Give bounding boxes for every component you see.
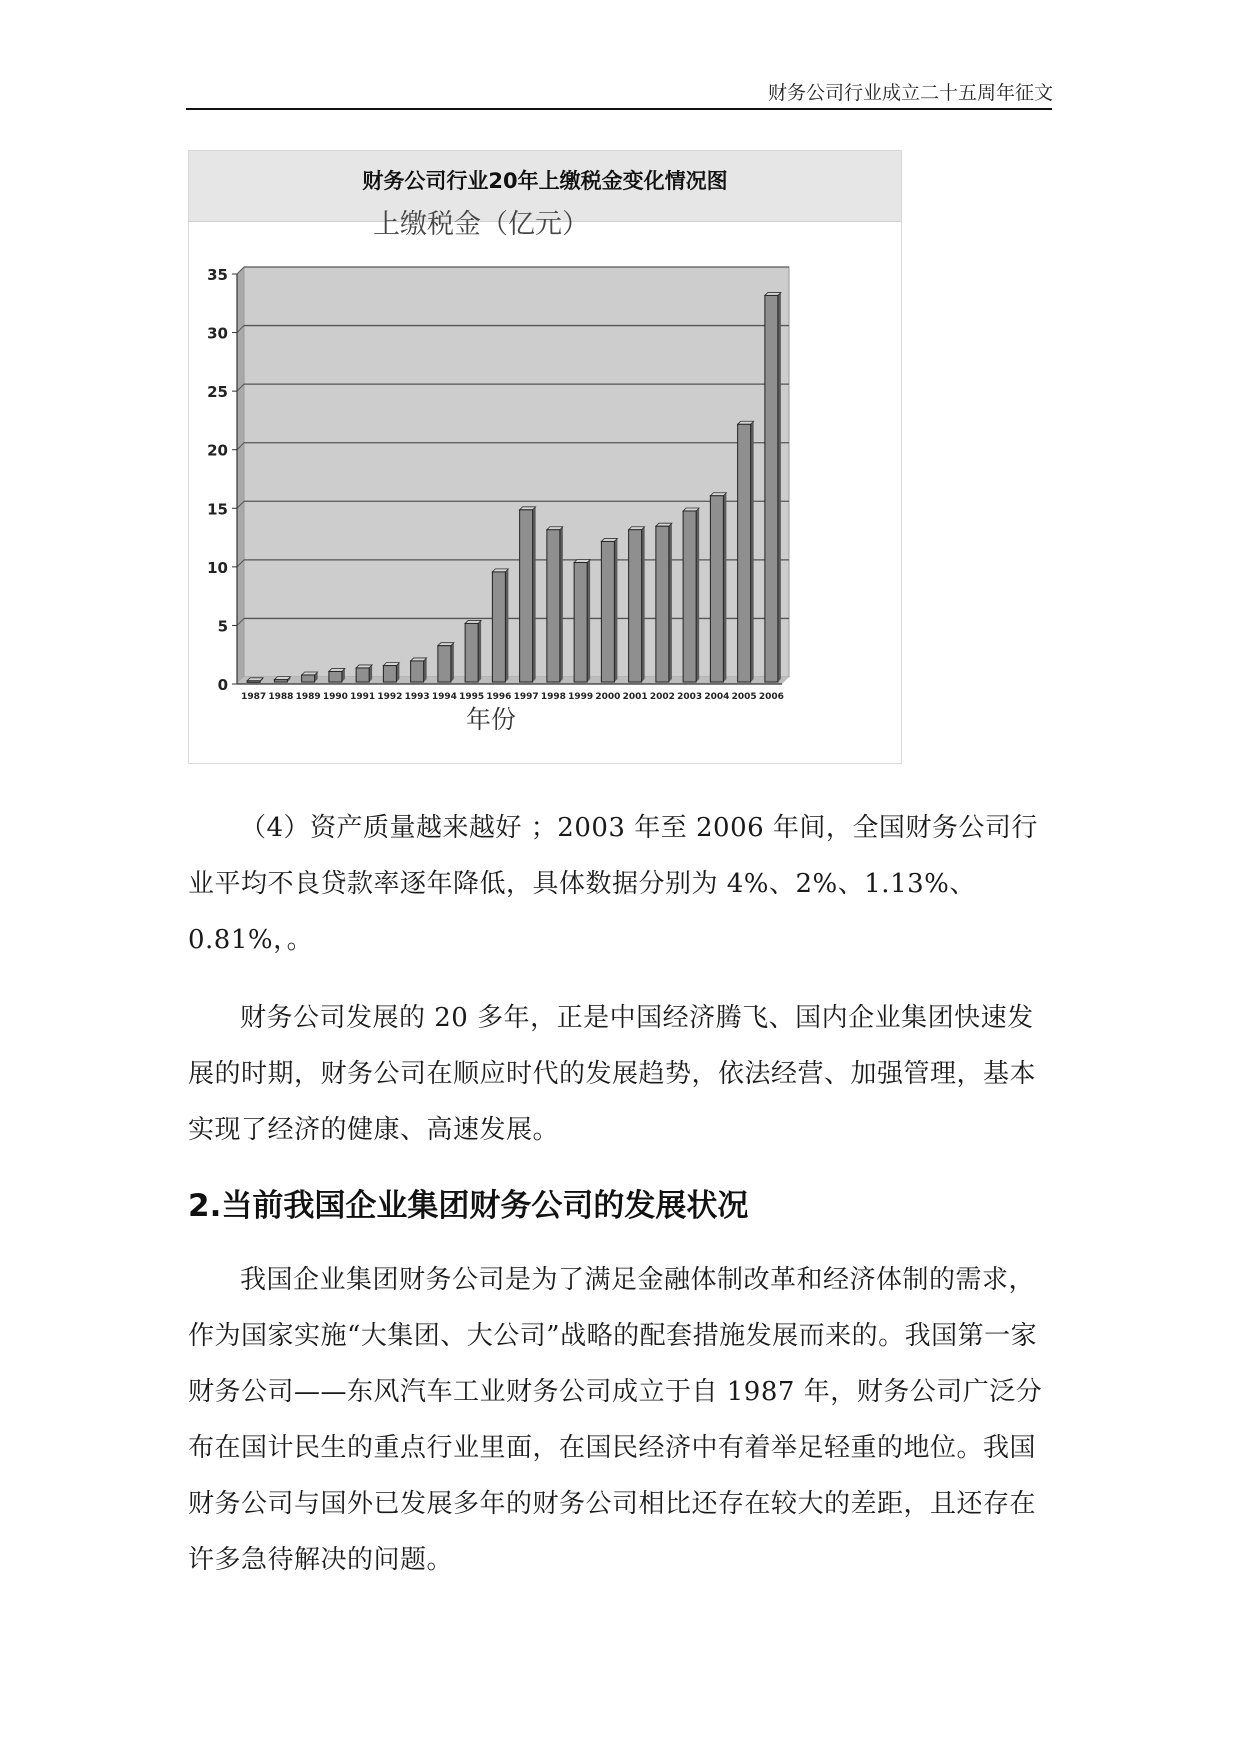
x-tick-label: 1997 bbox=[513, 692, 539, 702]
y-tick-label: 0 bbox=[217, 676, 228, 694]
x-tick-label: 1987 bbox=[241, 692, 267, 702]
paragraph-current-status: 我国企业集团财务公司是为了满足金融体制改革和经济体制的需求，作为国家实施“大集团、大公司”战略的配套措施发展而来的。我国第一家财务公司——东风汽车工业财务公司成立于自 1987 年，财务公司广泛分布在国计民生的重点行业里面，在国民经济中有着举足轻重的地位。我国财务公司与国外已发展多年的财务公司相比还存在较大的差距，且还存在许多急待解决的问题。 bbox=[188, 1265, 1043, 1575]
bar bbox=[438, 646, 451, 682]
y-tick-label: 30 bbox=[207, 324, 228, 343]
bar bbox=[574, 563, 587, 682]
x-tick-label: 2000 bbox=[595, 692, 621, 702]
x-tick-label: 1993 bbox=[404, 692, 430, 702]
bar bbox=[520, 510, 533, 682]
bar bbox=[601, 541, 614, 682]
bar bbox=[329, 671, 342, 682]
bar bbox=[465, 623, 478, 682]
bar bbox=[765, 295, 778, 682]
bar bbox=[383, 666, 396, 682]
x-tick-label: 2001 bbox=[622, 692, 648, 702]
chart-x-axis-label: 年份 bbox=[465, 705, 517, 734]
y-tick-label: 35 bbox=[207, 266, 228, 284]
plot-floor bbox=[237, 677, 789, 684]
x-tick-label: 1995 bbox=[459, 692, 485, 702]
y-tick-label: 5 bbox=[217, 617, 228, 636]
chart-series-label: 上缴税金（亿元） bbox=[373, 209, 589, 240]
y-tick-label: 10 bbox=[207, 558, 228, 577]
x-tick-label: 2002 bbox=[649, 692, 675, 702]
x-tick-label: 1999 bbox=[568, 692, 594, 702]
x-tick-label: 2005 bbox=[731, 692, 757, 702]
bar bbox=[683, 511, 696, 682]
bar bbox=[411, 661, 424, 682]
bar bbox=[247, 681, 260, 683]
x-tick-label: 1989 bbox=[295, 692, 321, 702]
section-heading: 2.当前我国企业集团财务公司的发展状况 bbox=[188, 1188, 749, 1224]
tax-chart-figure bbox=[188, 150, 902, 764]
x-tick-label: 1990 bbox=[322, 692, 348, 702]
x-tick-label: 1994 bbox=[431, 692, 457, 702]
x-tick-label: 1991 bbox=[350, 692, 376, 702]
bar bbox=[547, 530, 560, 682]
bar bbox=[710, 496, 723, 682]
chart-title: 财务公司行业20年上缴税金变化情况图 bbox=[362, 169, 728, 193]
running-header: 财务公司行业成立二十五周年征文 bbox=[767, 82, 1053, 104]
bar bbox=[629, 530, 642, 682]
bar bbox=[738, 424, 751, 682]
bar bbox=[302, 675, 315, 682]
bar bbox=[656, 526, 669, 682]
y-tick-label: 20 bbox=[207, 441, 228, 460]
header-divider bbox=[186, 108, 1052, 110]
y-tick-label: 15 bbox=[207, 500, 228, 519]
plot-area bbox=[244, 267, 789, 677]
x-tick-label: 2004 bbox=[704, 692, 730, 702]
x-tick-label: 1996 bbox=[486, 692, 512, 702]
paragraph-asset-quality: （4）资产质量越来越好 ；2003 年至 2006 年间，全国财务公司行业平均不良贷款率逐年降低，具体数据分别为 4%、2%、1.13%、0.81%，。 bbox=[188, 813, 1038, 955]
x-tick-label: 2006 bbox=[758, 692, 784, 702]
paragraph-development-period: 财务公司发展的 20 多年，正是中国经济腾飞、国内企业集团快速发展的时期，财务公司在顺应时代的发展趋势，依法经营、加强管理，基本实现了经济的健康、高速发展。 bbox=[188, 1003, 1037, 1145]
bar bbox=[274, 680, 287, 682]
y-tick-label: 25 bbox=[207, 383, 228, 402]
bar-chart bbox=[189, 151, 901, 763]
x-tick-label: 1988 bbox=[268, 692, 294, 702]
x-tick-label: 1998 bbox=[540, 692, 566, 702]
bar bbox=[492, 572, 505, 682]
x-tick-label: 2003 bbox=[677, 692, 703, 702]
bar bbox=[356, 668, 369, 682]
x-tick-label: 1992 bbox=[377, 692, 403, 702]
